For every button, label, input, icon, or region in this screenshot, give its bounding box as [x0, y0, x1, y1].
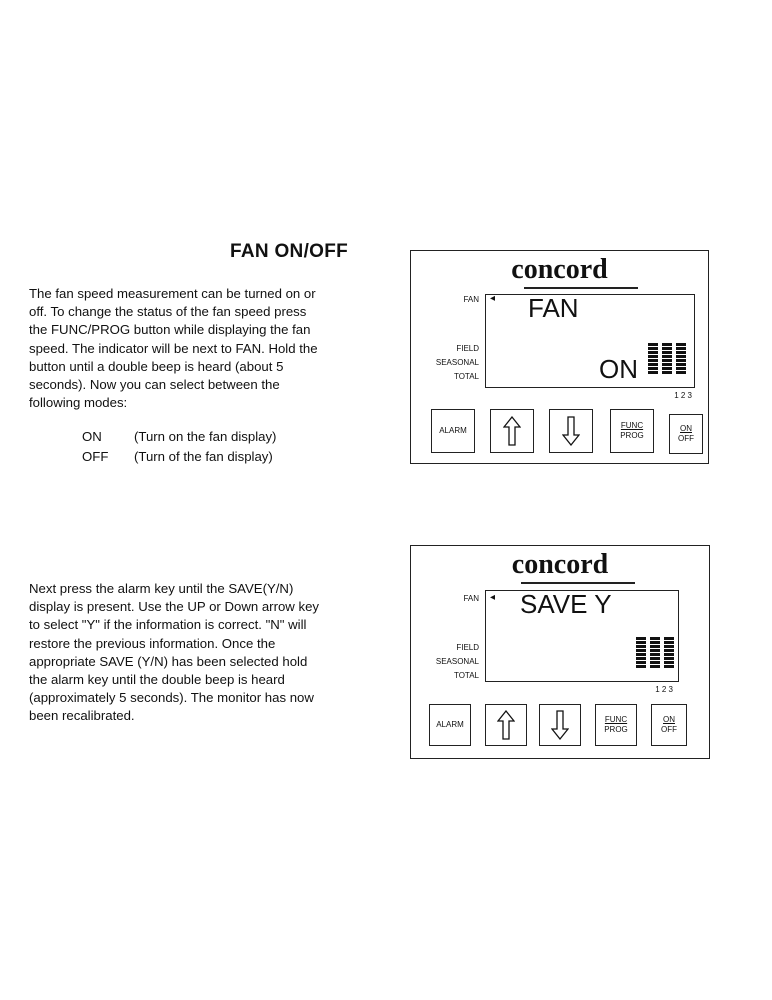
text-line: Next press the alarm key until the SAVE(Y/N) — [29, 581, 294, 596]
alarm-button[interactable] — [431, 409, 475, 453]
bar-column — [676, 343, 686, 374]
text-line: (approximately 5 seconds). The monitor has now — [29, 690, 314, 706]
on-off-button[interactable] — [669, 414, 703, 454]
on-label: ON — [680, 424, 692, 433]
text-line: off. To change the status of the fan speed press — [29, 304, 307, 320]
fan-label: FAN — [463, 295, 479, 304]
brand-logo: concord — [511, 254, 608, 285]
bar-column — [648, 343, 658, 374]
mode-key: OFF — [82, 449, 109, 464]
mode-item — [82, 447, 276, 467]
mode-desc: (Turn on the fan display) — [134, 429, 277, 444]
bar-column — [636, 637, 646, 668]
down-arrow-button[interactable] — [539, 704, 581, 746]
up-arrow-button[interactable] — [485, 704, 527, 746]
down-arrow-button[interactable] — [549, 409, 593, 453]
func-prog-button[interactable] — [610, 409, 654, 453]
brand-logo: concord — [511, 549, 609, 580]
total-label: TOTAL — [453, 372, 479, 381]
text-line: speed. The indicator will be next to FAN. Hold the — [29, 340, 318, 356]
display-bottom-text: ON — [599, 354, 638, 384]
bar-column — [664, 637, 674, 668]
up-arrow-icon — [497, 710, 515, 740]
text-line: to select "Y" if the information is correct. "N" will — [29, 617, 307, 633]
text-line: restore the previous information. Once the — [29, 635, 276, 651]
on-label: ON — [663, 715, 675, 724]
indicator-arrow-icon: ◂ — [490, 592, 496, 603]
seasonal-label: SEASONAL — [435, 358, 479, 367]
brand-underline — [521, 582, 635, 584]
on-off-button[interactable] — [651, 704, 687, 746]
func-label: FUNC — [604, 715, 628, 724]
bar-numbers: 1 2 3 — [655, 685, 673, 694]
off-label: OFF — [678, 434, 694, 443]
text-line: seconds). Now you can select between the — [29, 377, 280, 393]
device-panel-save — [410, 545, 710, 759]
up-arrow-button[interactable] — [490, 409, 534, 453]
text-line: The fan speed measurement can be turned on or — [29, 286, 316, 301]
bar-numbers: 1 2 3 — [674, 391, 692, 400]
mode-key: ON — [82, 429, 102, 444]
bar-graph — [636, 637, 674, 668]
func-prog-button[interactable] — [595, 704, 637, 746]
text-line: button until a double beep is heard (about 5 — [29, 358, 284, 374]
field-label: FIELD — [456, 344, 479, 353]
alarm-button[interactable] — [429, 704, 471, 746]
display-top-text: FAN — [528, 293, 579, 323]
up-arrow-icon — [503, 416, 521, 446]
section-heading: FAN ON/OFF — [230, 241, 349, 262]
text-line: following modes: — [29, 395, 128, 411]
bar-column — [662, 343, 672, 374]
save-instructions-paragraph — [29, 580, 369, 726]
alarm-button-label: ALARM — [436, 720, 464, 729]
text-line: appropriate SAVE (Y/N) has been selected hold — [29, 653, 308, 669]
seasonal-label: SEASONAL — [435, 657, 479, 666]
bar-graph — [648, 343, 686, 374]
text-line: the alarm key until the double beep is heard — [29, 672, 285, 688]
lcd-display — [485, 294, 695, 388]
func-label: FUNC — [620, 421, 644, 430]
down-arrow-icon — [562, 416, 580, 446]
bar-column — [650, 637, 660, 668]
device-panel-fan — [410, 250, 709, 464]
prog-label: PROG — [604, 725, 628, 734]
text-line: the FUNC/PROG button while displaying the fan — [29, 322, 311, 338]
mode-item — [82, 427, 276, 447]
mode-desc: (Turn of the fan display) — [134, 449, 273, 464]
alarm-button-label: ALARM — [439, 426, 467, 435]
down-arrow-icon — [551, 710, 569, 740]
text-line: been recalibrated. — [29, 708, 135, 724]
fan-instructions-paragraph — [29, 285, 369, 412]
text-line: display is present. Use the UP or Down arrow key — [29, 599, 320, 615]
off-label: OFF — [661, 725, 677, 734]
lcd-display — [485, 590, 679, 682]
modes-list — [82, 427, 276, 467]
fan-label: FAN — [463, 594, 479, 603]
indicator-arrow-icon: ◂ — [490, 293, 496, 304]
display-top-text: SAVE Y — [520, 589, 612, 619]
prog-label: PROG — [620, 431, 644, 440]
field-label: FIELD — [456, 643, 479, 652]
total-label: TOTAL — [453, 671, 479, 680]
brand-underline — [524, 287, 638, 289]
